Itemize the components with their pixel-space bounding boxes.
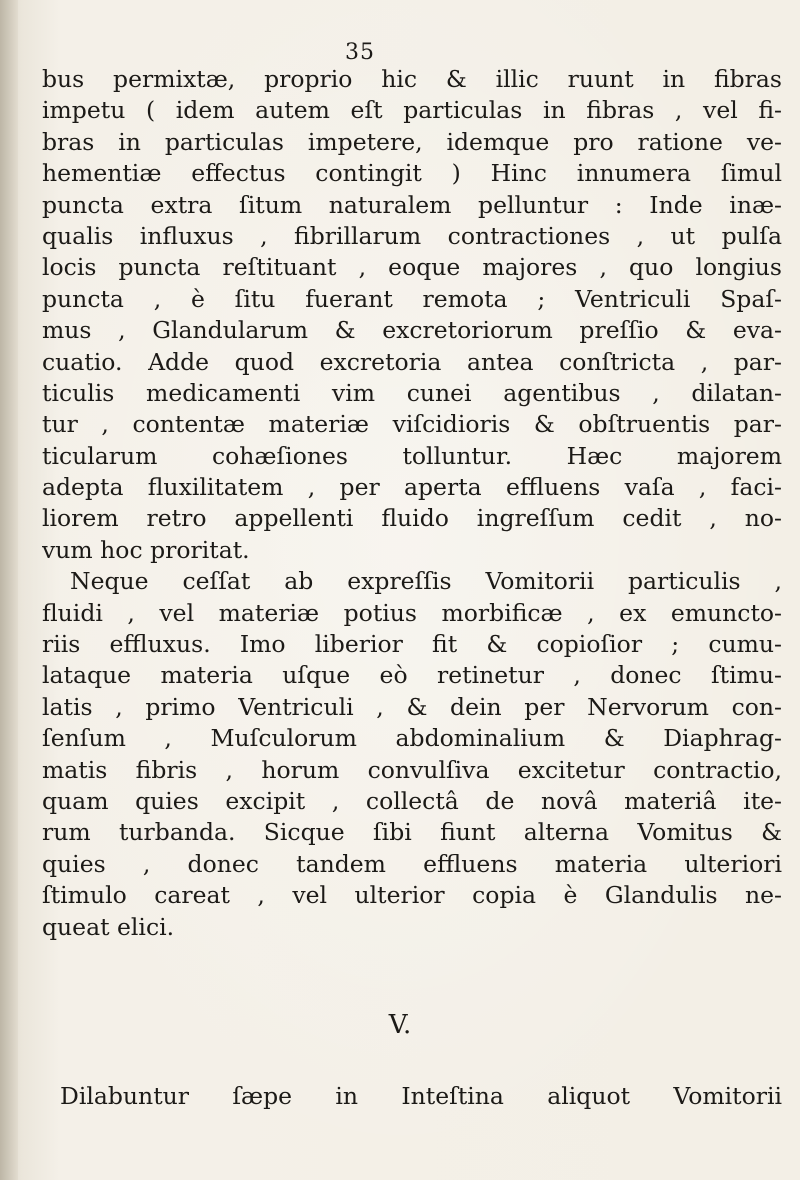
- text-line: quam quies excipit , collectâ de novâ materiâ ite-: [42, 786, 782, 815]
- body-text: [42, 64, 782, 943]
- text-line: latis , primo Ventriculi , & dein per Nervorum con-: [42, 692, 782, 721]
- text-line: puncta extra ſitum naturalem pelluntur : Inde inæ-: [42, 190, 782, 219]
- text-line: puncta , è ſitu fuerant remota ; Ventriculi Spaſ-: [42, 284, 782, 313]
- text-line: cuatio. Adde quod excretoria antea conſtricta , par-: [42, 347, 782, 376]
- text-line: impetu ( idem autem eſt particulas in fibras , vel fi-: [42, 96, 782, 125]
- text-line: ſtimulo careat , vel ulterior copia è Glandulis ne-: [42, 881, 782, 910]
- text-line: quies , donec tandem effluens materia ulteriori: [42, 849, 782, 878]
- catchline: Dilabuntur ſæpe in Inteſtina aliquot Vomitorii: [60, 1082, 782, 1110]
- text-line: tur , contentæ materiæ viſcidioris & obſtruentis par-: [42, 410, 782, 439]
- paragraph-2-body: [42, 598, 782, 943]
- page-number: 35: [345, 40, 375, 65]
- text-line: Neque ceſſat ab expreſſis Vomitorii particulis ,: [70, 567, 782, 596]
- text-line: bras in particulas impetere, idemque pro ratione ve-: [42, 127, 782, 156]
- text-line: vum hoc proritat.: [42, 535, 250, 564]
- section-heading: V.: [388, 1010, 412, 1040]
- text-line: queat elici.: [42, 912, 175, 941]
- text-line: rum turbanda. Sicque ſibi fiunt alterna Vomitus &: [42, 818, 782, 847]
- paragraph-1: [42, 64, 782, 566]
- text-line: ſenſum , Muſculorum abdominalium & Diaphrag-: [42, 724, 782, 753]
- text-line: hementiæ effectus contingit ) Hinc innumera ſimul: [42, 159, 782, 188]
- text-line: liorem retro appellenti fluido ingreſſum cedit , no-: [42, 504, 782, 533]
- text-line: lataque materia uſque eò retinetur , donec ſtimu-: [42, 661, 782, 690]
- text-line: locis puncta reſtituant , eoque majores , quo longius: [42, 253, 782, 282]
- text-line: adepta fluxilitatem , per aperta effluens vaſa , faci-: [42, 473, 782, 502]
- paragraph-2: [42, 566, 782, 597]
- text-line: bus permixtæ, proprio hic & illic ruunt in fibras: [42, 65, 782, 93]
- text-line: matis fibris , horum convulſiva excitetur contractio,: [42, 755, 782, 784]
- text-line: riis effluxus. Imo liberior fit & copioſior ; cumu-: [42, 630, 782, 659]
- page-binding-edge: [0, 0, 18, 1180]
- text-line: ticulis medicamenti vim cunei agentibus , dilatan-: [42, 378, 782, 407]
- text-line: ticularum cohæſiones tolluntur. Hæc majorem: [42, 441, 782, 470]
- text-line: mus , Glandularum & excretoriorum preſſio & eva-: [42, 316, 782, 345]
- text-line: fluidi , vel materiæ potius morbificæ , ex emuncto-: [42, 598, 782, 627]
- text-line: qualis influxus , fibrillarum contractiones , ut pulſa: [42, 221, 782, 250]
